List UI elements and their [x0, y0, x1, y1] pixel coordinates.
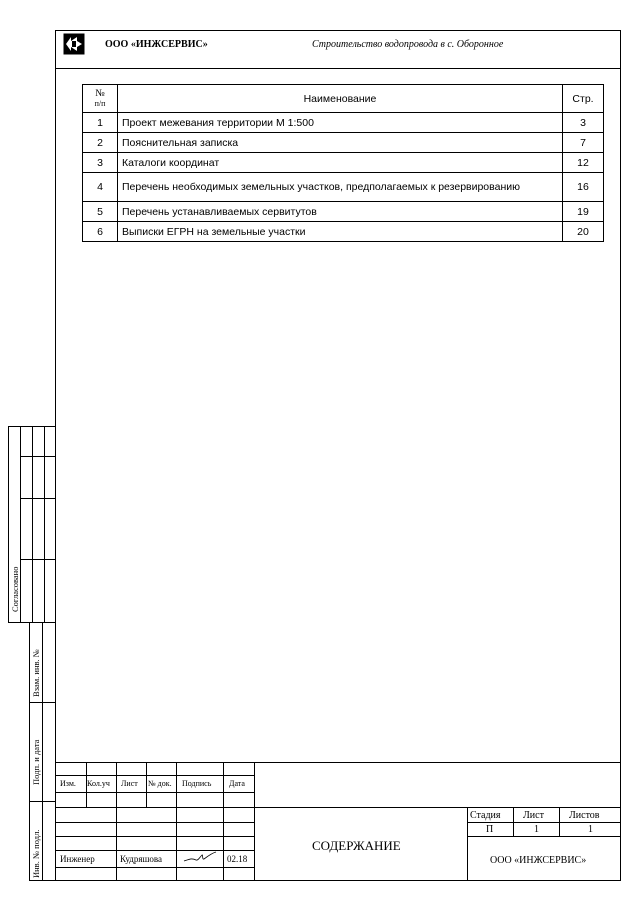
row-name: Каталоги координат	[118, 153, 563, 173]
sign-date-label: Подп. и дата	[31, 739, 41, 785]
table-row	[83, 133, 604, 153]
company-name: ООО «ИНЖСЕРВИС»	[105, 39, 208, 50]
table-row	[83, 153, 604, 173]
row-num: 2	[83, 133, 118, 153]
document-title: СОДЕРЖАНИЕ	[312, 838, 401, 853]
col-date: Дата	[229, 779, 245, 788]
row-name: Пояснительная записка	[118, 133, 563, 153]
row-num: 6	[83, 222, 118, 242]
col-sign: Подпись	[182, 779, 212, 788]
organization-name: ООО «ИНЖСЕРВИС»	[490, 855, 587, 866]
company-logo	[63, 33, 85, 55]
replace-inv-label: Взам. инв. №	[31, 649, 41, 697]
row-page: 16	[563, 173, 604, 202]
row-num: 4	[83, 173, 118, 202]
row-page: 20	[563, 222, 604, 242]
col-izm: Изм.	[60, 779, 76, 788]
row-name: Проект межевания территории М 1:500	[118, 113, 563, 133]
header-num-sub: п/п	[94, 98, 106, 108]
contents-table	[82, 84, 604, 242]
stage-value: П	[486, 824, 494, 835]
row-num: 3	[83, 153, 118, 173]
col-kol: Кол.уч	[87, 779, 110, 788]
row-name: Перечень устанавливаемых сервитутов	[118, 202, 563, 222]
inv-sign-label: Инв. № подл.	[31, 829, 41, 878]
sign-date: 02.18	[227, 854, 248, 864]
table-row	[83, 202, 604, 222]
signature-mark	[182, 849, 218, 867]
row-name: Перечень необходимых земельных участков, предполагаемых к резервированию	[118, 173, 563, 202]
agreed-label: Согласовано	[10, 566, 20, 612]
header-divider	[55, 68, 621, 69]
row-num: 5	[83, 202, 118, 222]
header-page: Стр.	[563, 85, 604, 113]
row-page: 12	[563, 153, 604, 173]
project-title: Строительство водопровода в с. Оборонное	[312, 39, 504, 50]
row-name: Выписки ЕГРН на земельные участки	[118, 222, 563, 242]
col-list: Лист	[121, 779, 138, 788]
table-header-row	[83, 85, 604, 113]
row-num: 1	[83, 113, 118, 133]
row-page: 19	[563, 202, 604, 222]
row-page: 7	[563, 133, 604, 153]
table-row	[83, 113, 604, 133]
table-row	[83, 173, 604, 202]
signer-role: Инженер	[60, 854, 95, 864]
header-num-label: №	[95, 87, 105, 99]
sheets-value: 1	[588, 824, 593, 835]
row-page: 3	[563, 113, 604, 133]
col-doc: № док.	[148, 779, 172, 788]
sheet-value: 1	[534, 824, 539, 835]
header-name: Наименование	[118, 85, 563, 113]
table-row	[83, 222, 604, 242]
sheet-label: Лист	[523, 810, 544, 821]
stage-label: Стадия	[470, 810, 501, 821]
signer-name: Кудряшова	[120, 854, 163, 864]
sheets-label: Листов	[569, 810, 600, 821]
header-num	[83, 85, 118, 113]
